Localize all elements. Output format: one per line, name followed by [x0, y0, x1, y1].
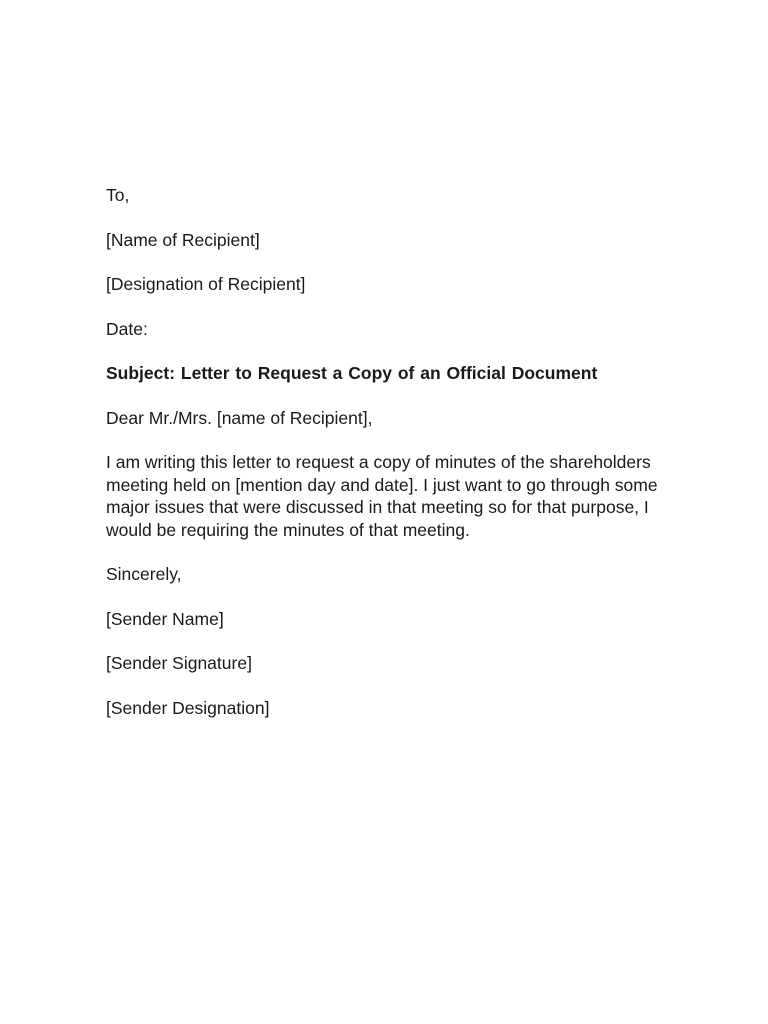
- body-paragraph: I am writing this letter to request a copy of minutes of the shareholders meeting held on [mention day and date]. I just want to go through some major issues that were discussed in that meeting so for that purpose, I would be requiring the minutes of that meeting.: [106, 452, 658, 540]
- sender-designation: [Sender Designation]: [106, 697, 270, 718]
- date-line: Date:: [106, 318, 148, 339]
- to-line: To,: [106, 185, 130, 205]
- recipient-designation: [Designation of Recipient]: [106, 274, 306, 294]
- recipient-name: [Name of Recipient]: [106, 229, 260, 250]
- letter-body: [106, 184, 696, 741]
- sender-signature: [Sender Signature]: [106, 653, 252, 673]
- sender-name: [Sender Name]: [106, 608, 224, 629]
- closing-line: Sincerely,: [106, 564, 182, 584]
- subject-line: Subject: Letter to Request a Copy of an Official Document: [106, 363, 598, 383]
- greeting-line: Dear Mr./Mrs. [name of Recipient],: [106, 407, 373, 428]
